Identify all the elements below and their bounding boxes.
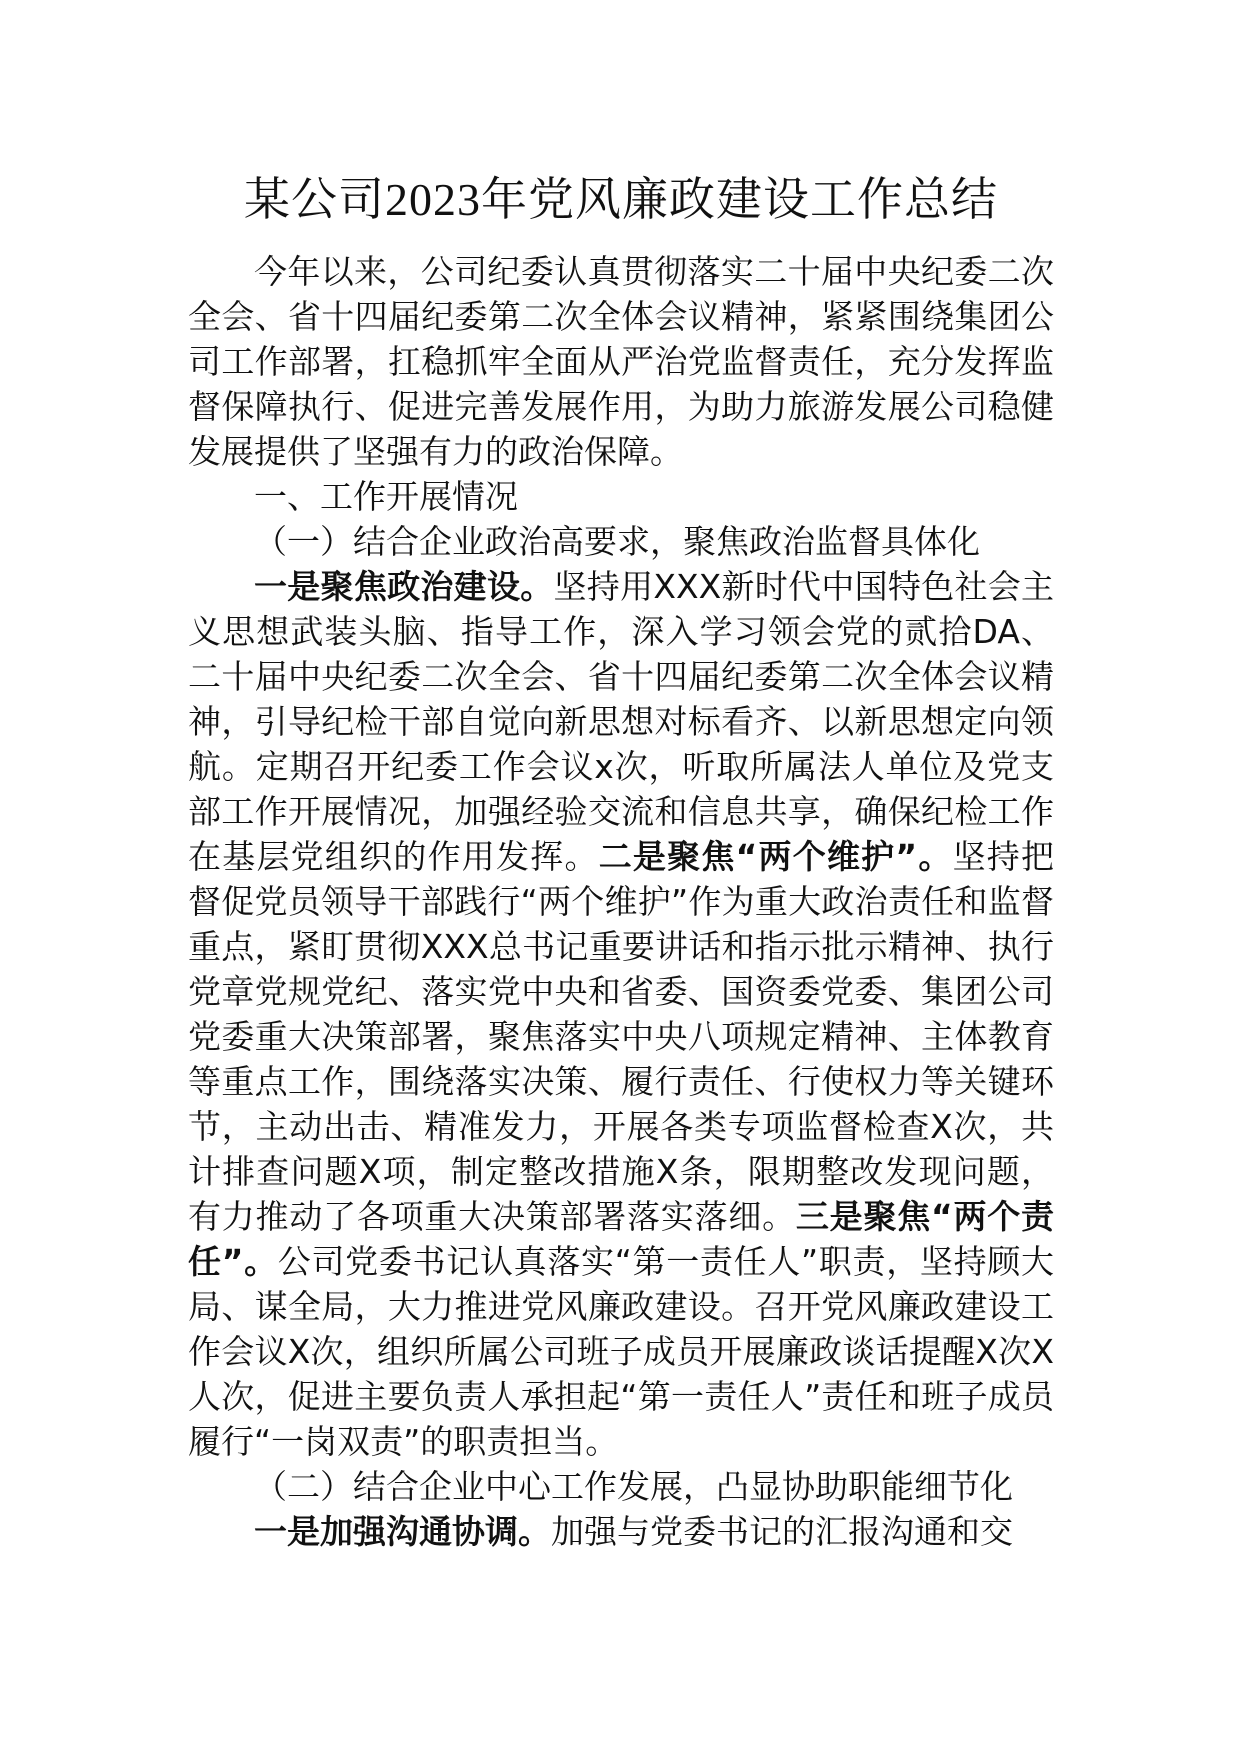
document-title: 某公司2023年党风廉政建设工作总结 — [244, 174, 998, 225]
body-text: 坚持把督促党员领导干部践行“两个维护”作为重大政治责任和监督重点，紧盯贯彻XXX总书记重要讲话和指示批示精神、执行党章党规党纪、落实党中央和省委、国资委党委、集团公司党委重大决策部署，聚焦落实中央八项规定精神、主体教育等重点工作，围绕落实决策、履行责任、行使权力等关键环节，主动出击、精准发力，开展各类专项监督检查X次，共计排查问题X项，制定整改措施X条，限期整改发现问题，有力推动了各项重大决策部署落实落细。 — [188, 837, 1055, 1236]
intro-paragraph: 今年以来，公司纪委认真贯彻落实二十届中央纪委二次全会、省十四届纪委第二次全体会议精神，紧紧围绕集团公司工作部署，扛稳抓牢全面从严治党监督责任，充分发挥监督保障执行、促进完善发展作用，为助力旅游发展公司稳健发展提供了坚强有力的政治保障。 — [188, 252, 1054, 471]
body-text: 加强与党委书记的汇报沟通和交 — [551, 1512, 1013, 1551]
lead-phrase: 三是聚焦“两个责任”。 — [188, 1197, 1054, 1281]
subsection-heading-2: （二）结合企业中心工作发展，凸显协助职能细节化 — [254, 1467, 1013, 1506]
document-page — [188, 165, 1054, 1554]
body-text: 公司党委书记认真落实“第一责任人”职责，坚持顾大局、谋全局，大力推进党风廉政建设。召开党风廉政建设工作会议X次，组织所属公司班子成员开展廉政谈话提醒X次X人次，促进主要负责人承担起“第一责任人”责任和班子成员履行“一岗双责”的职责担当。 — [188, 1242, 1054, 1461]
lead-phrase: 二是聚焦“两个维护”。 — [598, 837, 953, 876]
lead-phrase: 一是加强沟通协调。 — [254, 1512, 551, 1551]
subsection-heading-1: （一）结合企业政治高要求，聚焦政治监督具体化 — [254, 522, 980, 561]
political-supervision-paragraph — [188, 564, 1054, 1464]
body-text: 坚持用XXX新时代中国特色社会主义思想武装头脑、指导工作，深入学习领会党的贰拾DA、二十届中央纪委二次全会、省十四届纪委第二次全体会议精神，引导纪检干部自觉向新思想对标看齐、以新思想定向领航。定期召开纪委工作会议x次，听取所属法人单位及党支部工作开展情况，加强经验交流和信息共享，确保纪检工作在基层党组织的作用发挥。 — [188, 567, 1054, 876]
coordination-paragraph — [188, 1509, 1054, 1554]
section-heading-1: 一、工作开展情况 — [254, 477, 518, 516]
lead-phrase: 一是聚焦政治建设。 — [254, 567, 554, 606]
